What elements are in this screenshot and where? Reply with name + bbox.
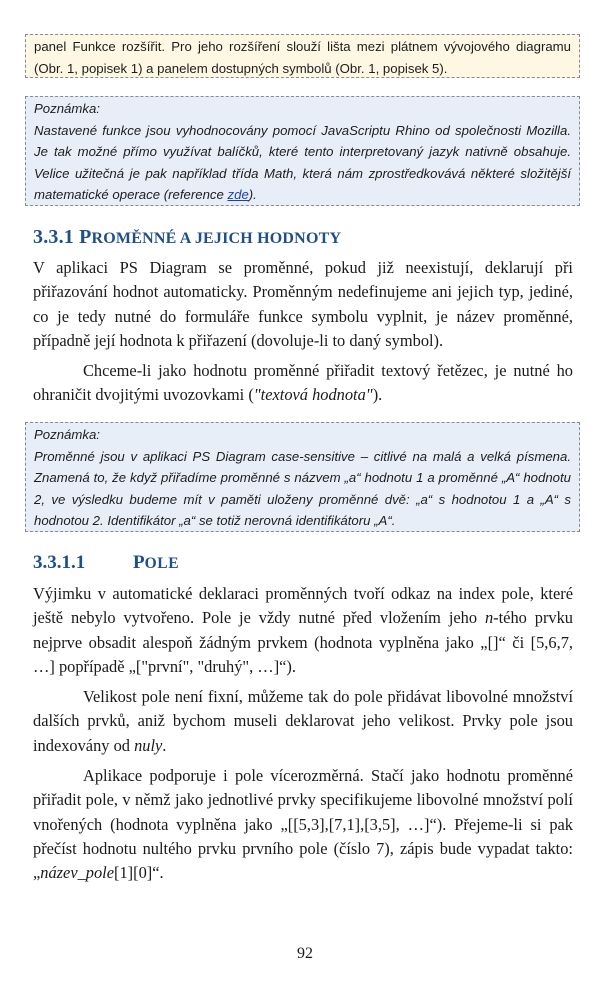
note-box-javascript [25,96,580,206]
note-box-case-sensitive [25,422,580,532]
reference-link[interactable]: zde [227,187,249,202]
section-number: 3.3.1 [33,226,74,248]
page-number: 92 [297,945,313,962]
paragraph: V aplikaci PS Diagram se proměnné, pokud již neexistují, deklarují při přiřazování hodnot automaticky. Proměnným nedefinujeme ani jejich typ, jediné, co je tedy nutné do formuláře funkce symbolu vyplnit, je název proměnné, případně její hodnota k přiřazení (dovoluje-li to daný symbol). [33,258,573,350]
subsection-title-initial: P [133,552,145,573]
paragraph: Chceme-li jako hodnotu proměnné přiřadit textový řetězec, je nutné ho ohraničit dvojitými uvozovkami ("textová hodnota"). [33,361,573,405]
paragraph: Aplikace podporuje i pole vícerozměrná. Stačí jako hodnotu proměnné přiřadit pole, v němž jako jednotlivé prvky specifikujeme libovolné množství polí vnořených (hodnota vyplněna jako „[[5,3],[7,1],[3,5], …]“). Přejeme-li si pak přečíst hodnotu nultého prvku prvního pole (číslo 7), zápis bude vypadat takto: „název_pole[1][0]“. [33,766,573,883]
section-title-initial: P [79,226,92,248]
note-title: Poznámka: [34,101,100,116]
paragraph: Výjimku v automatické deklaraci proměnných tvoří odkaz na index pole, které ještě nebylo vytvořeno. Pole je vždy nutné před vložením jeho n-tého prvku nejprve obsadit alespoň žádným prvkem (hodnota vyplněna jako „[]“ či [5,6,7, …] popřípadě „["první", "druhý", …]“). [33,584,574,676]
note-text: Proměnné jsou v aplikaci PS Diagram case-sensitive – citlivé na malá a velká písmena. Znamená to, že když přiřadíme proměnné s názvem „a“ hodnotu 1 a proměnné „A“ hodnotu 2, ve výsledku budeme mít v paměti uloženy proměnné dvě: „a“ s hodnotou 1 a „A“ s hodnotou 2. Identifikátor „a“ se totiž nerovná identifikátoru „A“. [34,448,571,528]
section-body [33,256,573,408]
continuation-box [25,34,580,78]
section-heading [33,226,341,249]
subsection-body [33,582,573,886]
subsection-number: 3.3.1.1 [33,552,86,573]
subsection-heading [33,552,179,574]
section-title-rest: ROMĚNNÉ A JEJICH HODNOTY [91,230,342,247]
paragraph: Velikost pole není fixní, můžeme tak do pole přidávat libovolné množství dalších prvků, aniž bychom museli deklarovat jeho velikost. Prvky pole jsou indexovány od nuly. [33,687,573,755]
subsection-title-rest: OLE [144,555,180,572]
note-title: Poznámka: [34,427,100,442]
continuation-text: panel Funkce rozšířit. Pro jeho rozšíření slouží lišta mezi plátnem vývojového diagramu (Obr. 1, popisek 1) a panelem dostupných symbolů (Obr. 1, popisek 5). [34,39,571,76]
note-text: Nastavené funkce jsou vyhodnocovány pomocí JavaScriptu Rhino od společnosti Mozilla. Je tak možné přímo využívat balíčků, které tento interpretovaný jazyk nativně obsahuje. Velice užitečná je pak například třída Math, která nám zprostředkovává některé složitější matematické operace (reference zde). [34,122,571,202]
